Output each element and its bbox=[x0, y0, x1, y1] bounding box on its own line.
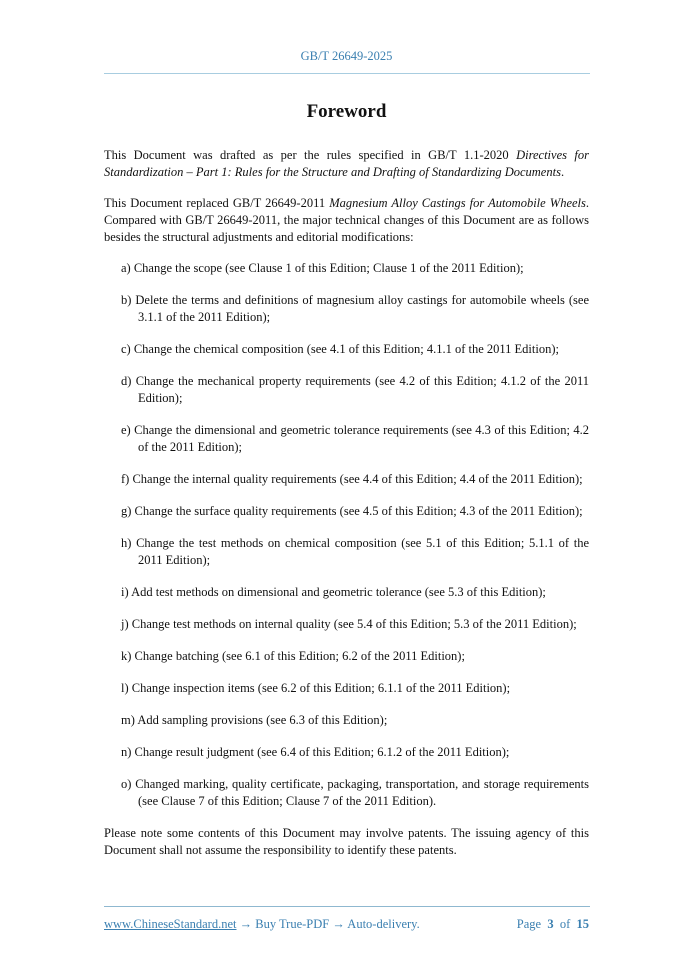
website-link[interactable]: www.ChineseStandard.net bbox=[104, 917, 237, 931]
paragraph-drafting: This Document was drafted as per the rules specified in GB/T 1.1-2020 Directives for Standardization – Part 1: Rules for the Structure and Drafting of Standardizing Documents. bbox=[104, 148, 589, 179]
list-item: l) Change inspection items (see 6.2 of this Edition; 6.1.1 of the 2011 Edition); bbox=[121, 681, 511, 695]
list-item: n) Change result judgment (see 6.4 of this Edition; 6.1.2 of the 2011 Edition); bbox=[121, 745, 510, 759]
list-item: c) Change the chemical composition (see 4.1 of this Edition; 4.1.1 of the 2011 Edition); bbox=[121, 342, 559, 356]
paragraph-patents: Please note some contents of this Document may involve patents. The issuing agency of this Document shall not assume the responsibility to identify these patents. bbox=[104, 826, 589, 857]
page-indicator: Page 3 of 15 bbox=[516, 917, 589, 931]
list-item: h) Change the test methods on chemical composition (see 5.1 of this Edition; 5.1.1 of the 2011 Edition); bbox=[121, 536, 589, 567]
list-item: f) Change the internal quality requirements (see 4.4 of this Edition; 4.4 of the 2011 Edition); bbox=[121, 472, 583, 486]
footer-divider bbox=[104, 906, 590, 907]
list-item: a) Change the scope (see Clause 1 of this Edition; Clause 1 of the 2011 Edition); bbox=[121, 261, 524, 275]
list-item: m) Add sampling provisions (see 6.3 of this Edition); bbox=[121, 713, 388, 727]
document-body bbox=[104, 147, 589, 873]
paragraph-replacement: This Document replaced GB/T 26649-2011 Magnesium Alloy Castings for Automobile Wheels. Compared with GB/T 26649-2011, the major technical changes of this Document are as follows besides the structural adjustments and editorial modifications: bbox=[104, 196, 590, 244]
footer-promo: → Buy True-PDF → Auto-delivery. bbox=[236, 917, 420, 931]
list-item: g) Change the surface quality requirements (see 4.5 of this Edition; 4.3 of the 2011 Edition); bbox=[121, 504, 583, 518]
list-item: j) Change test methods on internal quality (see 5.4 of this Edition; 5.3 of the 2011 Edition); bbox=[121, 617, 577, 631]
list-item: b) Delete the terms and definitions of magnesium alloy castings for automobile wheels (see 3.1.1 of the 2011 Edition); bbox=[121, 293, 589, 324]
list-item: k) Change batching (see 6.1 of this Edition; 6.2 of the 2011 Edition); bbox=[121, 649, 465, 663]
list-item: i) Add test methods on dimensional and geometric tolerance (see 5.3 of this Edition); bbox=[121, 585, 546, 599]
page-title: Foreword bbox=[306, 101, 387, 122]
changes-list bbox=[104, 260, 589, 810]
list-item: e) Change the dimensional and geometric tolerance requirements (see 4.3 of this Edition; 4.2 of the 2011 Edition); bbox=[121, 423, 589, 454]
list-item: d) Change the mechanical property requirements (see 4.2 of this Edition; 4.1.2 of the 2011 Edition); bbox=[121, 374, 589, 405]
list-item: o) Changed marking, quality certificate, packaging, transportation, and storage requirements (see Clause 7 of this Edition; Clause 7 of the 2011 Edition). bbox=[121, 777, 589, 808]
footer bbox=[104, 917, 589, 932]
header-doc-number: GB/T 26649-2025 bbox=[300, 49, 393, 63]
header-divider bbox=[104, 73, 590, 74]
